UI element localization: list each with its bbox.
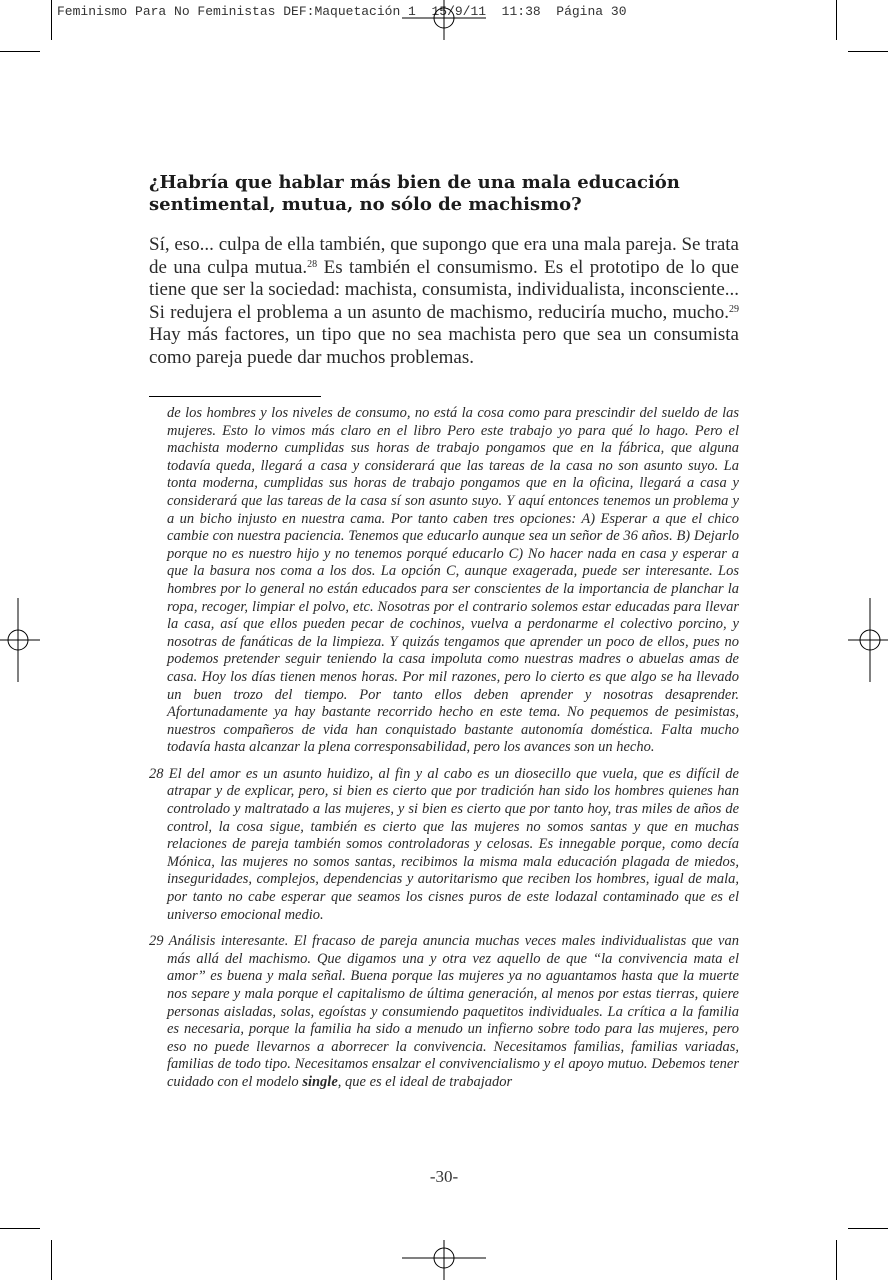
footnote-number: 29 (149, 933, 164, 950)
slug-line: Feminismo Para No Feministas DEF:Maquetación 1 15/9/11 11:38 Página 30 (57, 4, 627, 19)
footnote-bold-term: single (302, 1073, 338, 1090)
crop-mark (0, 1228, 40, 1229)
crop-mark (848, 51, 888, 52)
registration-mark-left (0, 598, 40, 682)
answer-text: Es también el consumismo. Es el prototipo de lo que tiene que ser la sociedad: machista, consumista, individualista, inconsciente... Si redujera el problema a un asunto de machismo, reduciría mucho, mucho. (149, 256, 739, 323)
interview-answer (149, 234, 739, 369)
interview-question: ¿Habría que hablar más bien de una mala educación sentimental, mutua, no sólo de machismo? (149, 172, 680, 215)
footnote-continuation: de los hombres y los niveles de consumo, no está la cosa como para prescindir del sueldo de las mujeres. Esto lo vimos más claro en el libro Pero este trabajo yo para qué lo hago. Pero el machista moderno cumplidas sus horas de trabajo pongamos que en la fábrica, que alguna todavía queda, llegará a casa y considerará que las tareas de la casa no son asunto suyo. La tonta moderna, cumplidas sus horas de trabajo pongamos que en la oficina, llegará a casa y considerará que las tareas de la casa sí son asunto suyo. Y aquí entonces tenemos un problema y a un bicho injusto en nuestra cama. Por tanto caben tres opciones: A) Esperar a que el chico cambie con nuestra paciencia. Tenemos que educarlo aunque sea un señor de 36 años. B) Dejarlo porque no es nuestro hijo y no tenemos porqué educarlo C) No hacer nada en casa y esperar a que la basura nos coma a los dos. La opción C, aunque exagerada, puede ser interesante. Los hombres por lo general no están educados para ser conscientes de la importancia de planchar la ropa, recoger, limpiar el polvo, etc. Nosotras por el contrario solemos estar educadas para llevar la casa, así que ellos pueden pecar de cochinos, vuelva a perdonarme el colectivo porcino, y nosotras de fanáticas de la limpieza. Y quizás tengamos que aprender un poco de ellos, pues no podemos pretender seguir teniendo la casa impoluta como nuestras madres o abuelas amas de casa. Hoy los días tienen menos horas. Por mil razones, pero lo cierto es que algo se ha llevado un buen trozo del tiempo. Por tanto ellos deben aprender y nosotras desaprender. Afortunadamente ya hay bastante recorrido hecho en este tema. No pequemos de pesimistas, nuestros compañeros de vida han conquistado bastante autonomía doméstica. Falta mucho todavía hasta alcanzar la plena corresponsabilidad, pero los avances son un hecho. (167, 405, 739, 756)
registration-mark-right (848, 598, 888, 682)
crop-mark (848, 1228, 888, 1229)
footnote-number: 28 (149, 765, 164, 782)
crop-mark (836, 1240, 837, 1280)
footnote-ref-28: 28 (307, 258, 318, 270)
crop-mark (51, 0, 52, 40)
footnote-text: El del amor es un asunto huidizo, al fin y al cabo es un diosecillo que vuela, que es difícil de atrapar y de explicar, pero, si bien es cierto que por tradición han sido los hombres quienes han controlado y maltratado a las mujeres, y si bien es cierto que por tanto hoy, tras miles de años de control, la cosa sigue, también es cierto que las mujeres no somos santas y que en muchas relaciones de pareja también somos controladoras y celosas. Es innegable porque, como decía Mónica, las mujeres no somos santas, recibimos la misma mala educación plagada de miedos, inseguridades, complejos, dependencias y autoritarismo que reciben los hombres, igual de mala, por tanto no cabe esperar que seamos los cisnes puros de este lodazal contaminado que es el universo emocional medio. (167, 765, 739, 923)
crop-mark (836, 0, 837, 40)
footnote-text: Análisis interesante. El fracaso de pareja anuncia muchas veces males individualistas que van más allá del machismo. Que digamos una y otra vez aquello de que “la convivencia mata el amor” es buena y mala señal. Buena porque las mujeres ya no aguantamos hasta que la muerte nos separe y mala porque el capitalismo de última generación, al menos por estas tierras, quiere personas aisladas, solas, egoístas y consumiendo paquetitos individuales. La crítica a la familia es necesaria, porque la familia ha sido a menudo un infierno sobre todo para las mujeres, pero eso no puede llevarnos a aborrecer la convivencia. Necesitamos familias, familias variadas, familias de todo tipo. Necesitamos ensalzar el convivencialismo y el apoyo mutuo. Debemos tener cuidado con el modelo (167, 933, 739, 1090)
footnote-text-tail: , que es el ideal de trabajador (337, 1073, 513, 1090)
footnote-ref-29: 29 (729, 303, 739, 315)
footnote-separator (149, 396, 321, 397)
footnote-28 (149, 765, 739, 924)
answer-text: Sí, eso... culpa de ella también, que supongo que era una mala pareja. Se trata de una culpa mutua. (149, 234, 739, 278)
crop-mark (0, 51, 40, 52)
footnotes (149, 405, 739, 1092)
footnote-29 (149, 933, 739, 1091)
registration-mark-top (402, 0, 486, 40)
registration-mark-bottom (402, 1240, 486, 1280)
answer-text: Hay más factores, un tipo que no sea machista pero que sea un consumista como pareja puede dar muchos problemas. (149, 324, 739, 368)
crop-mark (51, 1240, 52, 1280)
page-number: -30- (429, 1167, 459, 1186)
